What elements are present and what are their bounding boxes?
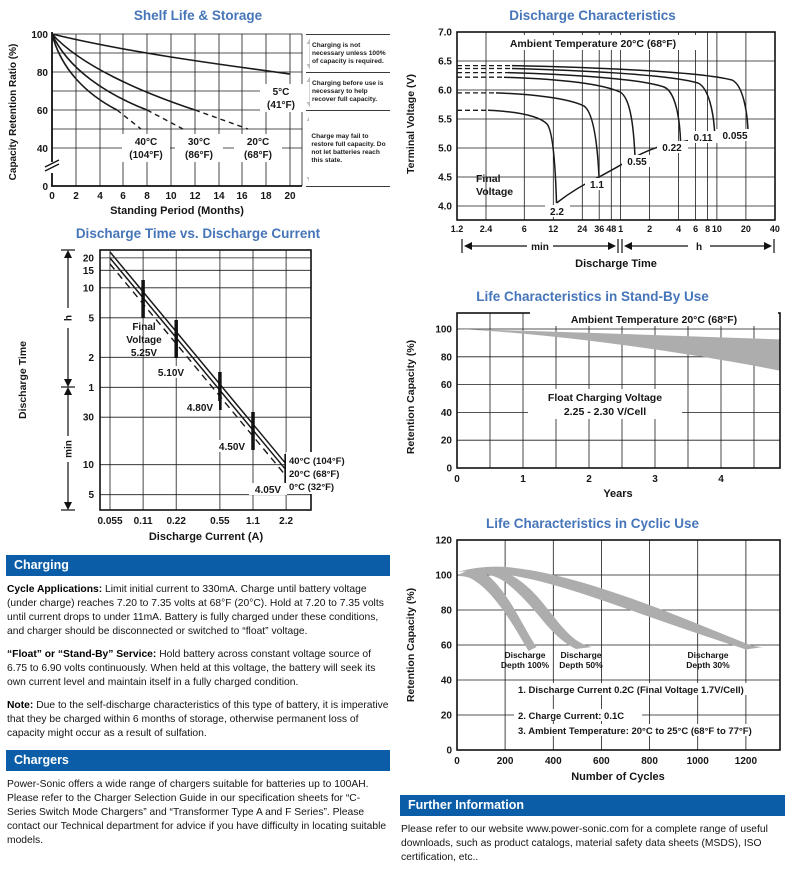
label-20c-f: (68°F) (244, 150, 272, 161)
svg-text:8: 8 (144, 191, 150, 202)
shelf-note-divider (306, 186, 390, 187)
svg-text:Final: Final (132, 322, 156, 333)
svg-text:20: 20 (740, 224, 751, 234)
svg-text:0.11: 0.11 (133, 516, 153, 527)
dc-annotation: Ambient Temperature 20°C (68°F) (509, 38, 677, 50)
dtc-final-voltage-labels (126, 322, 287, 496)
svg-text:5: 5 (88, 313, 94, 325)
svg-text:6: 6 (521, 224, 527, 234)
chargers-section (6, 750, 390, 848)
svg-text:6.5: 6.5 (438, 56, 452, 68)
svg-text:15: 15 (82, 265, 94, 277)
svg-text:0.22: 0.22 (662, 143, 682, 154)
svg-text:100: 100 (31, 30, 48, 41)
right-column (400, 4, 785, 874)
shelf-x-axis-label: Standing Period (Months) (110, 205, 244, 217)
svg-text:2: 2 (73, 191, 79, 202)
dtc-plot (6, 242, 390, 544)
svg-text:1.2: 1.2 (450, 224, 464, 234)
svg-text:10: 10 (82, 460, 94, 472)
standby-capacity-band (457, 329, 780, 371)
svg-text:1: 1 (88, 382, 94, 394)
cyclic-life-chart (400, 516, 785, 789)
standby-x-axis-label: Years (603, 488, 633, 500)
svg-text:4: 4 (718, 474, 724, 485)
svg-text:0.22: 0.22 (166, 516, 186, 527)
dtc-y-axis-label: Discharge Time (17, 340, 29, 420)
standby-plot (400, 305, 785, 501)
svg-text:2: 2 (647, 224, 653, 234)
svg-text:3: 3 (652, 474, 658, 485)
svg-text:18: 18 (260, 191, 272, 202)
standby-title: Life Characteristics in Stand-By Use (476, 289, 709, 304)
svg-text:16: 16 (236, 191, 248, 202)
shelf-life-plot (6, 24, 306, 220)
svg-text:0.055: 0.055 (722, 131, 748, 142)
cyclic-plot (400, 532, 785, 784)
dtc-title: Discharge Time vs. Discharge Current (75, 226, 321, 241)
svg-text:Depth 50%: Depth 50% (559, 660, 603, 670)
svg-text:0°C (32°F): 0°C (32°F) (289, 482, 335, 493)
svg-text:40: 40 (769, 224, 780, 234)
svg-text:2.2: 2.2 (550, 207, 564, 218)
svg-text:80: 80 (440, 352, 452, 364)
discharge-time-vs-current-chart (6, 226, 390, 549)
svg-text:7.0: 7.0 (438, 27, 452, 39)
chargers-header: Chargers (6, 750, 390, 771)
dc-unit-min: min (531, 242, 549, 253)
dc-y-ticks (438, 28, 452, 213)
svg-text:1. Discharge Current 0.2C (Fin: 1. Discharge Current 0.2C (Final Voltage 1.7V/Cell) (518, 685, 744, 696)
svg-text:36: 36 (594, 224, 605, 234)
svg-text:5.0: 5.0 (438, 143, 452, 155)
cyclic-capacity-bands (457, 567, 763, 651)
svg-text:6: 6 (120, 191, 126, 202)
shelf-note-3: Charge may fail to restore full capacity. Do not let batteries reach this state. (306, 110, 390, 187)
label-30c: 30°C (187, 137, 211, 148)
label-30c-f: (86°F) (185, 150, 213, 161)
dc-unit-h: h (695, 242, 703, 253)
further-information-section (400, 795, 785, 865)
standby-float-voltage-line1: Float Charging Voltage (547, 392, 663, 404)
svg-text:5.10V: 5.10V (157, 368, 185, 379)
standby-float-voltage-line2: 2.25 - 2.30 V/Cell (563, 406, 647, 418)
svg-text:0.55: 0.55 (627, 157, 647, 168)
svg-text:0: 0 (446, 463, 452, 475)
shelf-dashed-tails (117, 110, 248, 129)
standby-y-axis-label: Retention Capacity (%) (405, 339, 417, 455)
dc-x-axis-label: Discharge Time (575, 258, 657, 270)
svg-text:1200: 1200 (734, 756, 758, 767)
double-arrow-icon (306, 37, 310, 71)
svg-text:100: 100 (435, 570, 452, 582)
svg-text:20: 20 (82, 253, 94, 265)
svg-text:0.55: 0.55 (210, 516, 230, 527)
svg-text:120: 120 (435, 535, 452, 547)
svg-text:20: 20 (284, 191, 296, 202)
svg-text:4: 4 (97, 191, 103, 202)
svg-text:40: 40 (440, 675, 452, 687)
svg-text:4.80V: 4.80V (186, 403, 214, 414)
cyclic-band-labels (501, 650, 730, 670)
charging-section (6, 555, 390, 741)
svg-text:40: 40 (440, 407, 452, 419)
svg-text:0: 0 (446, 745, 452, 757)
cyclic-notes (514, 683, 764, 737)
svg-text:200: 200 (496, 756, 514, 767)
shelf-life-title: Shelf Life & Storage (133, 8, 263, 23)
svg-text:20: 20 (440, 435, 452, 447)
svg-text:1.1: 1.1 (590, 180, 604, 191)
label-20c: 20°C (246, 137, 270, 148)
shelf-note-1: Charging is not necessary unless 100% of capacity is required. (306, 34, 390, 73)
dtc-temp-lines (110, 252, 288, 478)
standby-y-ticks (435, 325, 452, 475)
charging-para-note: Note: Due to the self-discharge characteristics of this type of battery, it is imperative that they be charged within 6 months of storage, otherwise permanent loss of capacity might occur as a result of sulfation. (7, 700, 389, 739)
svg-text:0: 0 (454, 474, 460, 485)
svg-text:1: 1 (618, 224, 624, 234)
svg-text:0: 0 (454, 756, 460, 767)
svg-text:10: 10 (711, 224, 722, 234)
cyclic-y-ticks (435, 536, 452, 757)
label-40c: 40°C (134, 137, 158, 148)
shelf-x-ticks (49, 191, 296, 202)
svg-text:8: 8 (705, 224, 711, 234)
svg-text:4.50V: 4.50V (218, 442, 246, 453)
svg-text:800: 800 (641, 756, 658, 767)
svg-text:1.1: 1.1 (246, 516, 260, 527)
double-arrow-icon (306, 75, 310, 109)
svg-text:2: 2 (88, 352, 94, 364)
svg-text:20°C (68°F): 20°C (68°F) (289, 469, 340, 480)
svg-text:2. Charge Current: 0.1C: 2. Charge Current: 0.1C (518, 711, 625, 722)
svg-text:1000: 1000 (686, 756, 709, 767)
dc-x-ticks (451, 224, 780, 234)
svg-text:6.0: 6.0 (438, 85, 452, 97)
dtc-y-ticks (83, 253, 95, 501)
double-arrow-icon (306, 114, 309, 184)
svg-text:Depth 30%: Depth 30% (686, 660, 730, 670)
svg-text:1: 1 (520, 474, 526, 485)
svg-text:4.05V: 4.05V (254, 485, 282, 496)
standby-x-ticks (454, 474, 724, 485)
further-information-header: Further Information (400, 795, 785, 816)
svg-text:10: 10 (165, 191, 177, 202)
label-5c: 5°C (272, 87, 290, 98)
dtc-unit-min: min (63, 440, 75, 458)
label-5c-f: (41°F) (267, 100, 295, 111)
svg-text:0: 0 (49, 191, 55, 202)
dc-y-axis-label: Terminal Voltage (V) (405, 74, 417, 174)
svg-text:5: 5 (88, 490, 94, 502)
standby-annotation: Ambient Temperature 20°C (68°F) (570, 314, 738, 326)
shelf-y-axis-label: Capacity Retention Ratio (%) (8, 43, 19, 181)
svg-text:30: 30 (82, 412, 94, 424)
svg-text:12: 12 (189, 191, 201, 202)
dtc-x-axis-label: Discharge Current (A) (148, 531, 264, 543)
svg-text:20: 20 (440, 710, 452, 722)
dc-plot (400, 24, 785, 274)
svg-text:Discharge: Discharge (504, 650, 546, 660)
svg-text:4.0: 4.0 (438, 201, 452, 213)
left-column (6, 4, 390, 874)
svg-text:24: 24 (577, 224, 588, 234)
cyclic-x-ticks (454, 756, 757, 767)
svg-text:Voltage: Voltage (476, 186, 514, 198)
svg-text:600: 600 (593, 756, 610, 767)
svg-text:3. Ambient Temperature: 20°C t: 3. Ambient Temperature: 20°C to 25°C (68°F to 77°F) (518, 726, 752, 737)
svg-text:Discharge: Discharge (560, 650, 602, 660)
svg-text:Final: Final (476, 173, 501, 185)
shelf-side-notes (306, 24, 390, 220)
dc-initial-voltage-dashes (457, 66, 512, 111)
charging-para-float: “Float” or “Stand-By” Service: Hold battery across constant voltage source of 6.75 to 6.90 volts continuously. When held at this voltage, the battery will seek its own current level and maintain itself in a fully charged condition. (7, 649, 376, 688)
svg-text:60: 60 (440, 640, 452, 652)
charging-para-cycle: Cycle Applications: Limit initial current to 330mA. Charge until battery voltage (under charge) reaches 7.20 to 7.35 volts at 68°F (20°C). Hold at 7.20 to 7.35 volts until current drops to under 11mA. Battery is fully charged under these conditions, and charger should be disconnected or switched to “float” voltage. (7, 584, 384, 637)
svg-text:40: 40 (36, 144, 48, 155)
svg-text:6: 6 (693, 224, 699, 234)
svg-text:60: 60 (36, 106, 48, 117)
svg-text:400: 400 (544, 756, 562, 767)
shelf-curve-labels (122, 84, 303, 162)
svg-text:2: 2 (586, 474, 592, 485)
further-information-body: Please refer to our website www.power-sonic.com for a complete range of useful downloads, such as product catalogs, material safety data sheets (MSDS), ISO certification, etc.. (401, 824, 768, 863)
dtc-unit-h: h (63, 314, 75, 322)
svg-text:48: 48 (606, 224, 617, 234)
charging-header: Charging (6, 555, 390, 576)
discharge-characteristics-chart (400, 8, 785, 279)
cyclic-y-axis-label: Retention Capacity (%) (405, 587, 417, 703)
cyclic-title: Life Characteristics in Cyclic Use (485, 516, 700, 531)
svg-text:2.4: 2.4 (479, 224, 493, 234)
svg-text:0: 0 (42, 182, 48, 193)
chargers-body: Power-Sonic offers a wide range of chargers suitable for batteries up to 100AH. Please refer to the Charger Selection Guide in our specification sheets for “C-Series Switch Mode Chargers” and “Transformer Type A and F Series”. Please contact our Technical department for advice if you have difficulty in locating suitable models. (7, 779, 387, 846)
svg-text:4: 4 (676, 224, 682, 234)
svg-text:4.5: 4.5 (438, 172, 452, 184)
dtc-x-ticks (97, 516, 293, 527)
svg-text:100: 100 (435, 324, 452, 336)
svg-text:Voltage: Voltage (126, 335, 162, 346)
svg-text:12: 12 (548, 224, 559, 234)
dc-unit-brackets (462, 239, 774, 253)
svg-text:10: 10 (82, 283, 94, 295)
svg-text:2.2: 2.2 (279, 516, 294, 527)
svg-text:80: 80 (440, 605, 452, 617)
shelf-note-2: Charging before use is necessary to help recover full capacity. (306, 72, 390, 111)
svg-text:0.11: 0.11 (693, 133, 713, 144)
svg-text:14: 14 (213, 191, 225, 202)
svg-text:40°C (104°F): 40°C (104°F) (289, 456, 345, 467)
svg-text:5.25V: 5.25V (130, 348, 158, 359)
standby-life-chart (400, 289, 785, 506)
svg-text:Discharge: Discharge (687, 650, 729, 660)
svg-text:Depth 100%: Depth 100% (500, 660, 550, 670)
cyclic-x-axis-label: Number of Cycles (571, 771, 665, 783)
svg-text:80: 80 (36, 68, 48, 79)
svg-text:60: 60 (440, 380, 452, 392)
dc-title: Discharge Characteristics (509, 8, 676, 23)
svg-text:0.055: 0.055 (97, 516, 123, 527)
svg-text:5.5: 5.5 (438, 114, 452, 126)
shelf-life-chart (6, 8, 390, 220)
label-40c-f: (104°F) (129, 150, 163, 161)
